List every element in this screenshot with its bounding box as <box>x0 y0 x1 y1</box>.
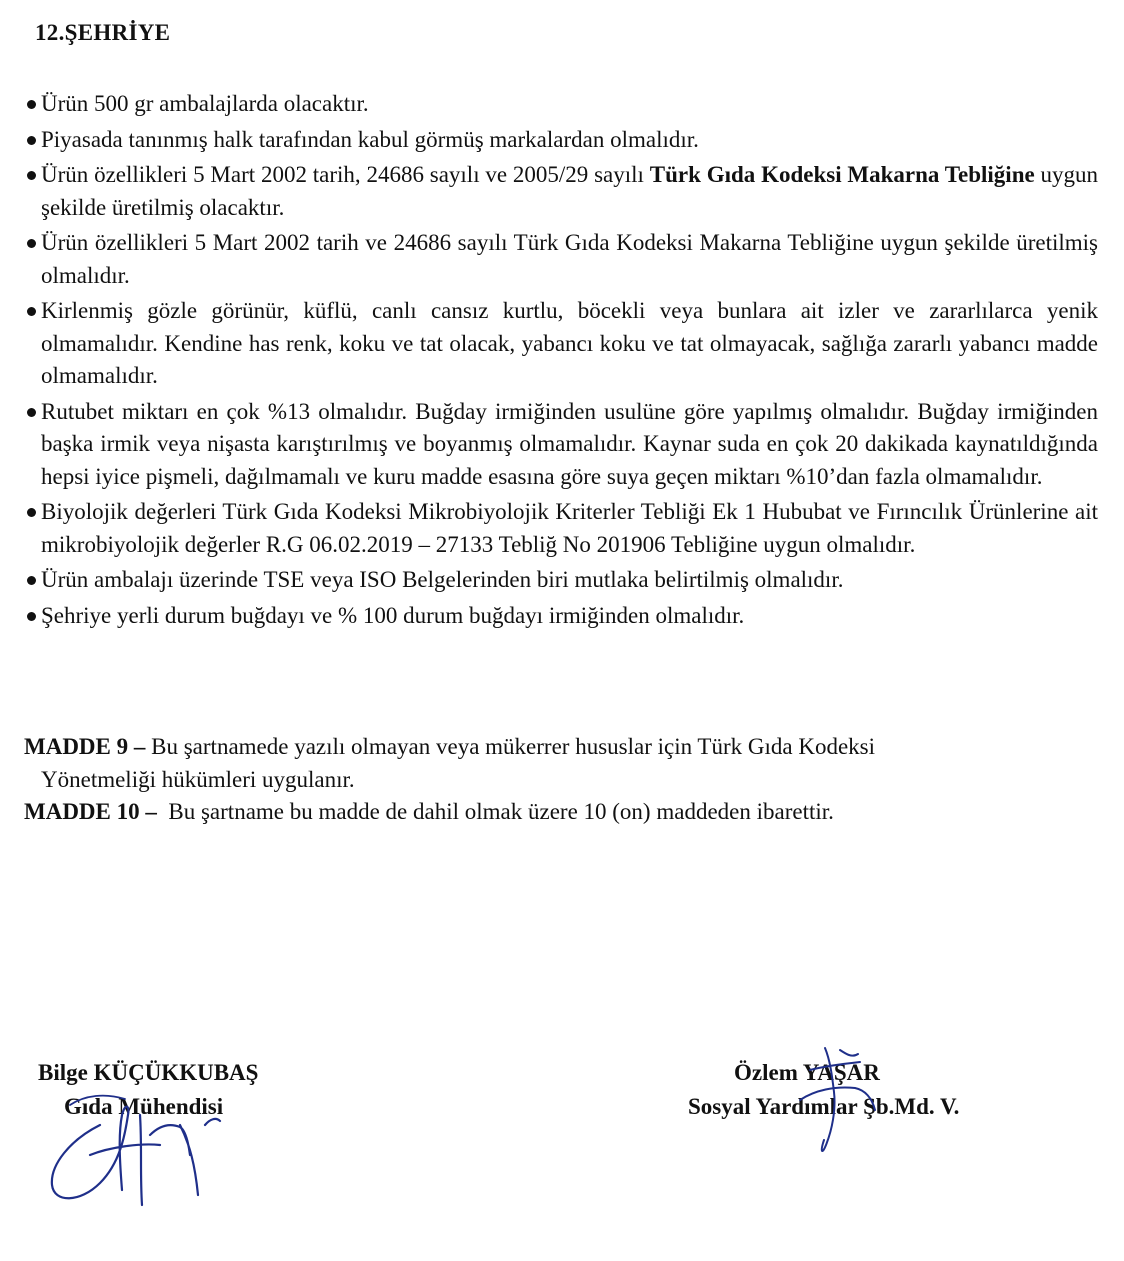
regulation-name: Türk Gıda Kodeksi Makarna Tebliğine <box>649 162 1035 187</box>
list-item: Ürün özellikleri 5 Mart 2002 tarih, 24686 sayılı ve 2005/29 sayılı Türk Gıda Kodeksi Makarna Tebliğine uygun şekilde üretilmiş olacaktır. <box>26 159 1098 224</box>
article-10 <box>24 796 1098 829</box>
article-9-continuation: Yönetmeliği hükümleri uygulanır. <box>41 766 355 792</box>
signer-name-left: Bilge KÜÇÜKKUBAŞ <box>38 1060 259 1085</box>
bullet-icon <box>27 508 36 517</box>
list-item: Biyolojik değerleri Türk Gıda Kodeksi Mikrobiyolojik Kriterler Tebliği Ek 1 Hububat ve Fırıncılık Ürünlerine ait mikrobiyolojik değerler R.G 06.02.2019 – 27133 Tebliğ No 201906 Tebliğine uygun olmalıdır. <box>26 496 1098 561</box>
bullet-icon <box>27 576 36 585</box>
list-item: Ürün özellikleri 5 Mart 2002 tarih ve 24686 sayılı Türk Gıda Kodeksi Makarna Tebliğine uygun şekilde üretilmiş olmalıdır. <box>26 227 1098 292</box>
article-9-text: Bu şartnamede yazılı olmayan veya mükerrer hususlar için Türk Gıda Kodeksi <box>145 734 876 759</box>
requirements-list <box>26 88 1098 635</box>
list-item: Ürün ambalajı üzerinde TSE veya ISO Belgelerinden biri mutlaka belirtilmiş olmalıdır. <box>26 564 1098 597</box>
list-item: Piyasada tanınmış halk tarafından kabul görmüş markalardan olmalıdır. <box>26 124 1098 157</box>
article-10-text: Bu şartname bu madde de dahil olmak üzere 10 (on) maddeden ibarettir. <box>156 799 834 824</box>
signer-title-left: Gıda Mühendisi <box>64 1094 224 1119</box>
handwritten-signature-right <box>780 1040 890 1165</box>
signer-title-right: Sosyal Yardımlar Şb.Md. V. <box>688 1094 960 1119</box>
bullet-icon <box>27 612 36 621</box>
bullet-icon <box>27 171 36 180</box>
list-item: Kirlenmiş gözle görünür, küflü, canlı cansız kurtlu, böcekli veya bunlara ait izler ve zararlılarca yenik olmamalıdır. Kendine has renk, koku ve tat olacak, yabancı koku ve tat olmayacak, sağlığa zararlı yabancı madde olmamalıdır. <box>26 295 1098 393</box>
bullet-icon <box>27 239 36 248</box>
signer-name-right: Özlem YAŞAR <box>734 1060 880 1085</box>
handwritten-signature-left <box>30 1085 230 1225</box>
section-title: 12.ŞEHRİYE <box>35 20 171 45</box>
list-item: Ürün 500 gr ambalajlarda olacaktır. <box>26 88 1098 121</box>
list-item: Rutubet miktarı en çok %13 olmalıdır. Buğday irmiğinden usulüne göre yapılmış olmalıdır. Buğday irmiğinden başka irmik veya nişasta karıştırılmış ve boyanmış olmamalıdır. Kaynar suda en çok 20 dakikada kaynatıldığında hepsi iyice pişmeli, dağılmamalı ve kuru madde esasına göre suya geçen miktarı %10’dan fazla olmamalıdır. <box>26 396 1098 494</box>
article-9 <box>24 731 1098 796</box>
bullet-icon <box>27 408 36 417</box>
articles <box>24 731 1098 829</box>
article-10-label: MADDE 10 – <box>24 799 157 824</box>
list-item: Şehriye yerli durum buğdayı ve % 100 durum buğdayı irmiğinden olmalıdır. <box>26 600 1098 633</box>
bullet-icon <box>27 136 36 145</box>
bullet-icon <box>27 100 36 109</box>
article-9-label: MADDE 9 – <box>24 734 146 759</box>
bullet-icon <box>27 307 36 316</box>
